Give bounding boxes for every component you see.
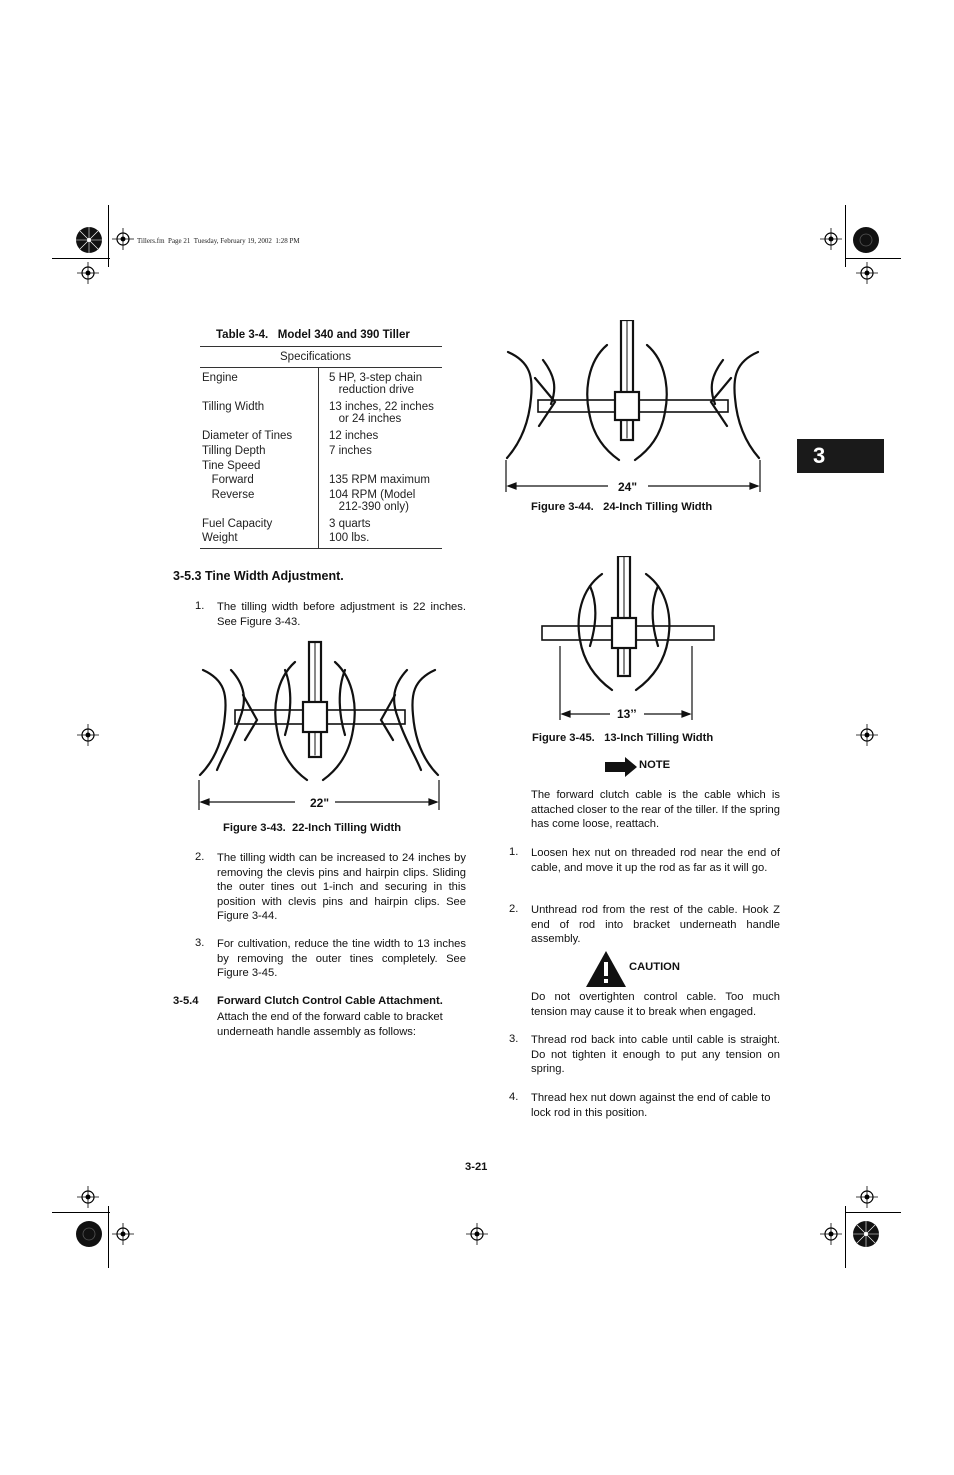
registration-mark-icon [856,724,878,746]
table-bottom-rule [200,548,442,549]
registration-mark-icon [856,1186,878,1208]
figure-43-caption: Figure 3-43. 22-Inch Tilling Width [223,822,402,834]
registration-mark-icon [112,228,134,250]
step-number: 3. [509,1033,519,1045]
star-target-icon [852,1220,880,1253]
registration-mark-icon [112,1223,134,1245]
step-number: 4. [509,1091,519,1103]
registration-mark-icon [856,262,878,284]
figure-45-dimension-label: 13’’ [617,707,637,721]
registration-mark-icon [820,1223,842,1245]
caution-label: CAUTION [629,961,680,973]
step-number: 3. [195,937,205,949]
spec-value: 135 RPM maximum [329,474,430,486]
step-text: For cultivation, reduce the tine width to 13 inches by removing the outer tines completely. See Figure 3-45. [217,938,466,980]
subsection-number: 3-5.4 [173,995,199,1007]
registration-mark-icon [820,228,842,250]
table-caption: Table 3-4. Model 340 and 390 Tiller [216,329,410,341]
figure-45-illustration [540,556,720,731]
note-label: NOTE [639,759,671,771]
star-target-icon [75,1220,103,1253]
figure-44-dimension-label: 24" [618,480,638,494]
step-number: 2. [195,851,205,863]
registration-mark-icon [77,1186,99,1208]
figure-44-illustration [503,320,763,500]
figure-43-dimension-label: 22" [310,796,330,810]
spec-table-body [202,372,442,548]
registration-mark-icon [77,724,99,746]
step-number: 1. [509,846,519,858]
registration-mark-icon [466,1223,488,1245]
warning-triangle-icon [585,950,627,993]
step-number: 1. [195,600,205,612]
spec-value: 5 HP, 3-step chain reduction drive [329,372,423,396]
spec-label: Engine [202,372,238,384]
spec-value: 7 inches [329,445,372,457]
step-text: Unthread rod from the rest of the cable. Hook Z end of rod into bracket underneath handle assembly. [531,904,780,946]
step-text: Thread rod back into cable until cable is straight. Do not tighten it enough to put any tension on spring. [531,1034,780,1076]
page-number: 3-21 [465,1161,488,1173]
figure-45-caption: Figure 3-45. 13-Inch Tilling Width [532,732,714,744]
figure-44-caption: Figure 3-44. 24-Inch Tilling Width [531,501,713,513]
step-text: The tilling width can be increased to 24 inches by removing the clevis pins and hairpin clips. Sliding the outer tines out 1-inch and securing in this position with clevis pins and hairpin clips. See Figure 3-44. [217,852,466,923]
spec-label: Weight [202,532,238,544]
spec-label: Diameter of Tines [202,430,293,442]
section-heading: 3-5.3 Tine Width Adjustment. [173,569,344,583]
table-top-rule [200,346,442,347]
step-number: 2. [509,903,519,915]
subsection-title: Forward Clutch Control Cable Attachment. [217,995,443,1007]
spec-value: 13 inches, 22 inches or 24 inches [329,401,434,425]
spec-value: 12 inches [329,430,379,442]
spec-label: Tilling Depth [202,445,266,457]
star-target-icon [852,226,880,259]
note-arrow-icon [605,757,637,782]
step-text: Loosen hex nut on threaded rod near the end of cable, and move it up the rod as far as it will go. [531,847,780,874]
spec-label: Tine Speed [202,460,261,472]
table-header-rule [200,367,442,368]
registration-mark-icon [77,262,99,284]
star-target-icon [75,226,103,259]
spec-label: Forward [202,474,254,486]
spec-label: Tilling Width [202,401,265,413]
chapter-tab: 3 [797,439,884,473]
spec-label: Fuel Capacity [202,518,273,530]
spec-label: Reverse [202,489,255,501]
step-text: Thread hex nut down against the end of cable to lock rod in this position. [531,1092,771,1119]
table-header: Specifications [280,351,351,363]
subsection-text: Attach the end of the forward cable to bracket underneath handle assembly as follows: [217,1011,443,1038]
spec-value: 100 lbs. [329,532,370,544]
note-text: The forward clutch cable is the cable which is attached closer to the rear of the tiller. If the spring has come loose, reattach. [531,789,780,831]
step-text: The tilling width before adjustment is 22 inches. See Figure 3-43. [217,601,466,628]
header-note: Tillers.fm Page 21 Tuesday, February 19, 2002 1:28 PM [137,237,300,245]
spec-value: 104 RPM (Model 212-390 only) [329,489,416,513]
spec-value: 3 quarts [329,518,371,530]
caution-text: Do not overtighten control cable. Too much tension may cause it to break when engaged. [531,991,780,1018]
